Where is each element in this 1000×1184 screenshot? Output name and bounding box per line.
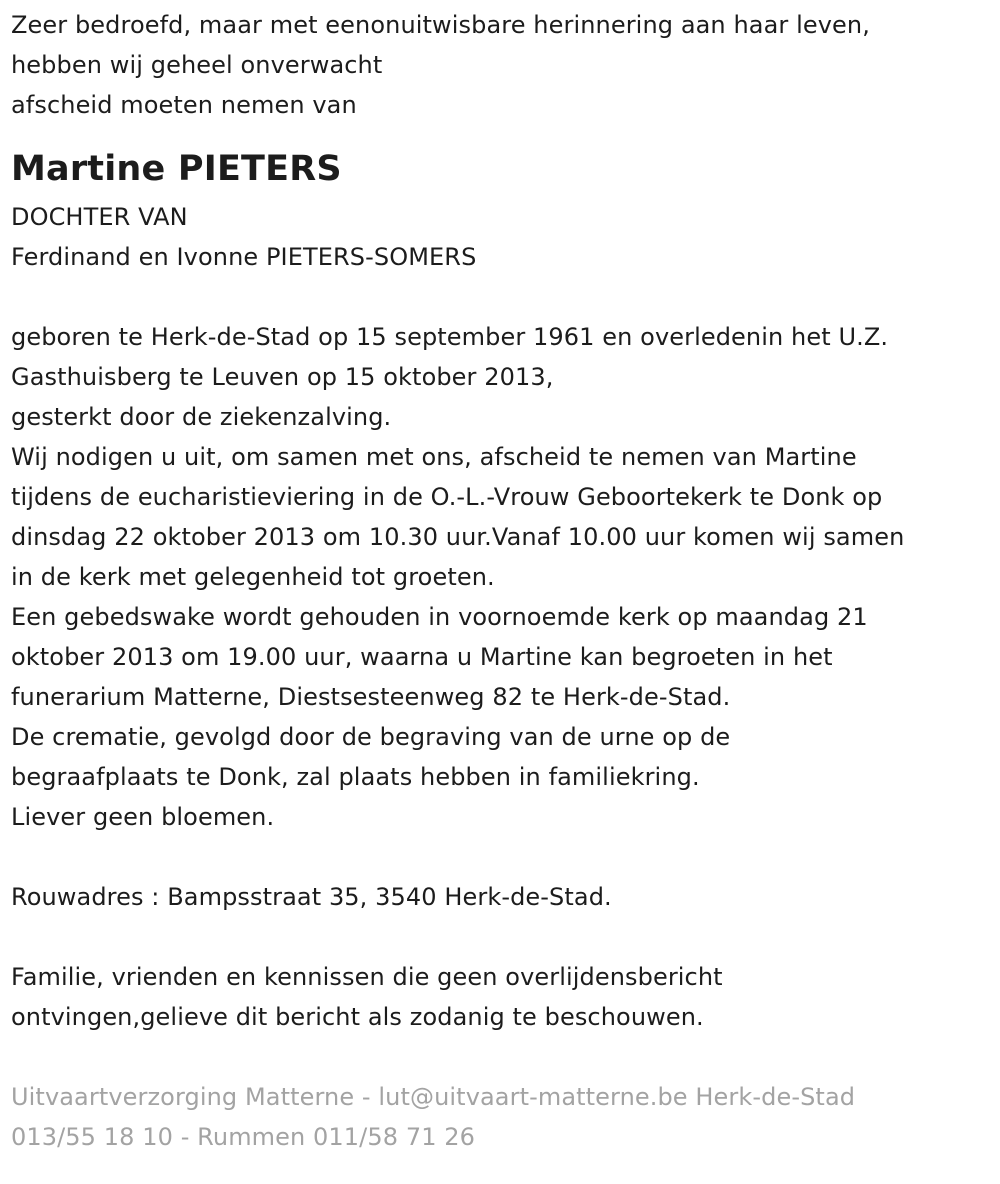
intro-line: Zeer bedroefd, maar met eenonuitwisbare herinnering aan haar leven,	[11, 11, 870, 39]
mourning-address: Rouwadres : Bampsstraat 35, 3540 Herk-de-Stad.	[11, 883, 612, 911]
body-line: in de kerk met gelegenheid tot groeten.	[11, 563, 495, 591]
intro-text	[11, 5, 990, 125]
relation-line: Ferdinand en Ivonne PIETERS-SOMERS	[11, 243, 477, 271]
body-line: funerarium Matterne, Diestsesteenweg 82 te Herk-de-Stad.	[11, 683, 731, 711]
footer-line: Uitvaartverzorging Matterne - lut@uitvaart-matterne.be Herk-de-Stad	[11, 1083, 856, 1111]
notice-line: ontvingen,gelieve dit bericht als zodanig te beschouwen.	[11, 1003, 704, 1031]
body-line: tijdens de eucharistieviering in de O.-L.-Vrouw Geboortekerk te Donk op	[11, 483, 883, 511]
notice-text	[11, 957, 990, 1037]
spacer	[11, 277, 990, 317]
footer-line: 013/55 18 10 - Rummen 011/58 71 26	[11, 1123, 476, 1151]
intro-line: afscheid moeten nemen van	[11, 91, 357, 119]
body-line: gesterkt door de ziekenzalving.	[11, 403, 392, 431]
body-line: Liever geen bloemen.	[11, 803, 275, 831]
body-line: Wij nodigen u uit, om samen met ons, afscheid te nemen van Martine	[11, 443, 857, 471]
spacer	[11, 917, 990, 957]
body-line: begraafplaats te Donk, zal plaats hebben in familiekring.	[11, 763, 700, 791]
spacer	[11, 1037, 990, 1077]
body-line: De crematie, gevolgd door de begraving van de urne op de	[11, 723, 731, 751]
body-text	[11, 317, 990, 837]
intro-line: hebben wij geheel onverwacht	[11, 51, 383, 79]
deceased-name: Martine PIETERS	[11, 149, 342, 189]
body-line: dinsdag 22 oktober 2013 om 10.30 uur.Vanaf 10.00 uur komen wij samen	[11, 523, 905, 551]
body-line: Gasthuisberg te Leuven op 15 oktober 2013,	[11, 363, 554, 391]
funeral-home-footer	[11, 1077, 990, 1157]
body-line: Een gebedswake wordt gehouden in voornoemde kerk op maandag 21	[11, 603, 868, 631]
spacer	[11, 837, 990, 877]
body-line: oktober 2013 om 19.00 uur, waarna u Martine kan begroeten in het	[11, 643, 833, 671]
relation-text	[11, 197, 990, 277]
body-line: geboren te Herk-de-Stad op 15 september 1961 en overledenin het U.Z.	[11, 323, 889, 351]
relation-line: DOCHTER VAN	[11, 203, 188, 231]
notice-line: Familie, vrienden en kennissen die geen overlijdensbericht	[11, 963, 723, 991]
